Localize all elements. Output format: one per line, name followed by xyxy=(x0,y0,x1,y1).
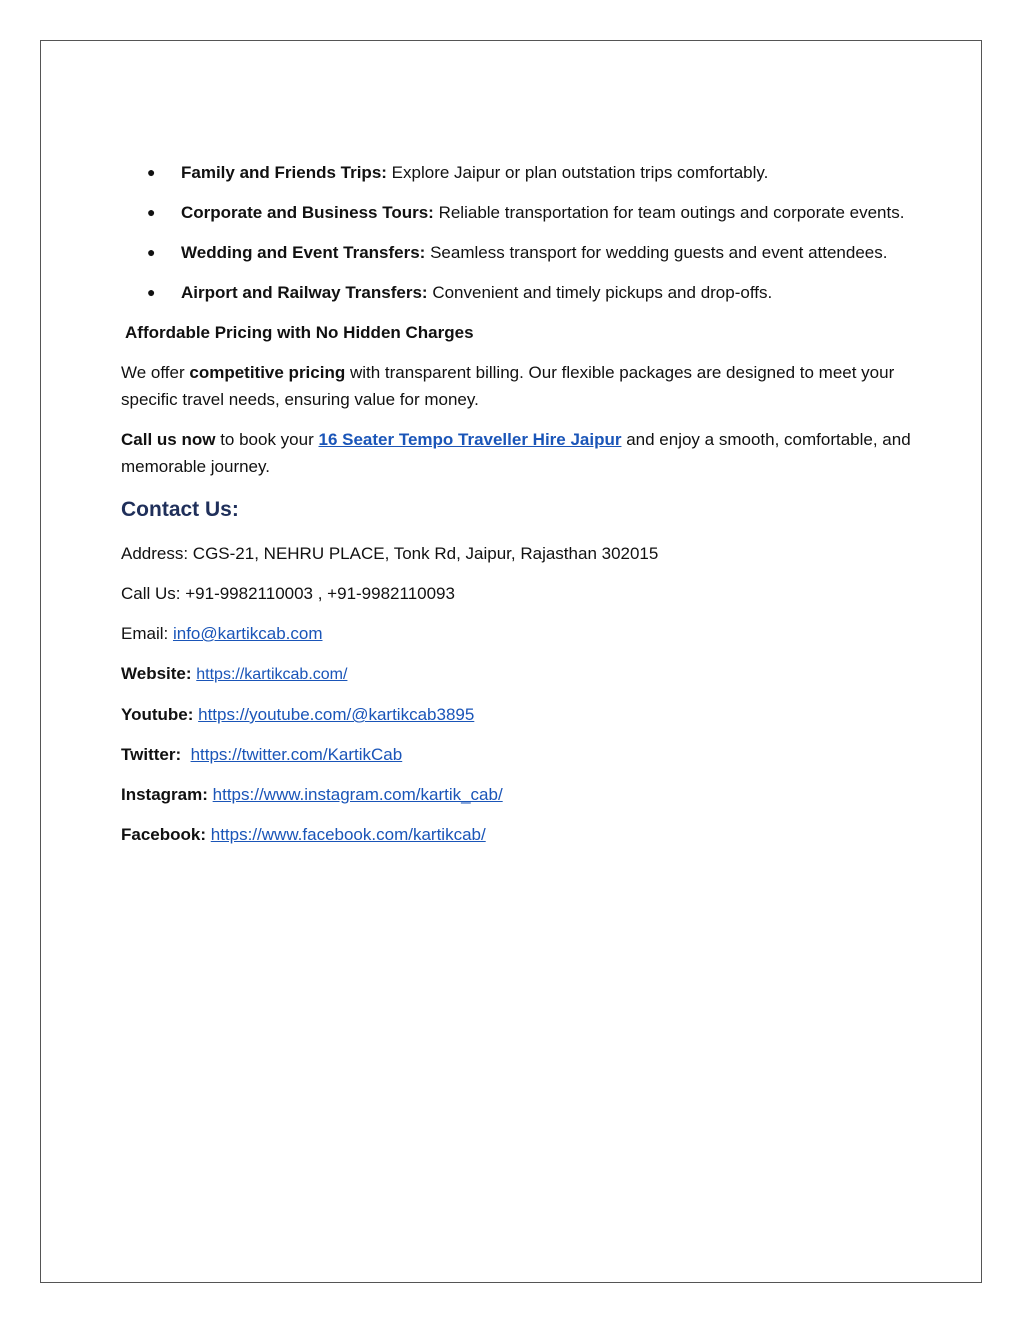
contact-heading: Contact Us: xyxy=(121,498,239,521)
twitter-label: Twitter: xyxy=(121,745,191,764)
facebook-link[interactable]: https://www.facebook.com/kartikcab/ xyxy=(210,825,486,844)
service-desc: Seamless transport for wedding guests and event attendees. xyxy=(430,243,888,262)
page-content xyxy=(121,159,911,861)
email-label: Email: xyxy=(121,624,173,643)
contact-instagram-row xyxy=(121,781,911,808)
pricing-heading: Affordable Pricing with No Hidden Charges xyxy=(125,323,474,342)
tempo-traveller-link[interactable]: 16 Seater Tempo Traveller Hire Jaipur xyxy=(318,430,622,449)
contact-phone: Call Us: +91-9982110003 , +91-9982110093 xyxy=(121,584,455,603)
cta-text-mid: to book your xyxy=(215,430,319,449)
service-title: Corporate and Business Tours: xyxy=(181,203,434,222)
contact-twitter-row xyxy=(121,741,911,768)
list-item xyxy=(121,159,911,186)
bullet-icon: ● xyxy=(147,204,156,220)
document-page xyxy=(40,40,982,1283)
list-item xyxy=(121,279,911,306)
youtube-label: Youtube: xyxy=(121,705,199,724)
bullet-icon: ● xyxy=(147,244,156,260)
bullet-icon: ● xyxy=(147,164,156,180)
contact-email-row xyxy=(121,620,911,647)
pricing-text-start: We offer xyxy=(121,363,190,382)
pricing-paragraph xyxy=(121,359,911,413)
service-title: Airport and Railway Transfers: xyxy=(181,283,428,302)
list-item xyxy=(121,199,911,226)
cta-paragraph xyxy=(121,426,911,480)
list-item xyxy=(121,239,911,266)
twitter-link[interactable]: https://twitter.com/KartikCab xyxy=(190,745,403,764)
service-title: Family and Friends Trips: xyxy=(181,163,387,182)
contact-address: Address: CGS-21, NEHRU PLACE, Tonk Rd, Jaipur, Rajasthan 302015 xyxy=(121,544,659,563)
instagram-link[interactable]: https://www.instagram.com/kartik_cab/ xyxy=(212,785,503,804)
cta-bold: Call us now xyxy=(121,430,216,449)
youtube-link[interactable]: https://youtube.com/@kartikcab3895 xyxy=(198,705,475,724)
pricing-text-end: with transparent billing. Our flexible packages are designed to meet your specific travel needs, ensuring value for money. xyxy=(121,363,895,409)
bullet-icon: ● xyxy=(147,284,156,300)
service-desc: Explore Jaipur or plan outstation trips comfortably. xyxy=(391,163,769,182)
service-desc: Reliable transportation for team outings and corporate events. xyxy=(438,203,905,222)
pricing-bold: competitive pricing xyxy=(189,363,346,382)
cta-text-end: and enjoy a smooth, comfortable, and memorable journey. xyxy=(121,430,911,476)
contact-youtube-row xyxy=(121,701,911,728)
contact-website-row xyxy=(121,660,911,688)
instagram-label: Instagram: xyxy=(121,785,213,804)
service-desc: Convenient and timely pickups and drop-offs. xyxy=(432,283,773,302)
website-label: Website: xyxy=(121,664,197,683)
website-link[interactable]: https://kartikcab.com/ xyxy=(196,666,348,683)
email-link[interactable]: info@kartikcab.com xyxy=(172,624,323,643)
contact-facebook-row xyxy=(121,821,911,848)
service-title: Wedding and Event Transfers: xyxy=(181,243,426,262)
facebook-label: Facebook: xyxy=(121,825,211,844)
services-list xyxy=(121,159,911,306)
